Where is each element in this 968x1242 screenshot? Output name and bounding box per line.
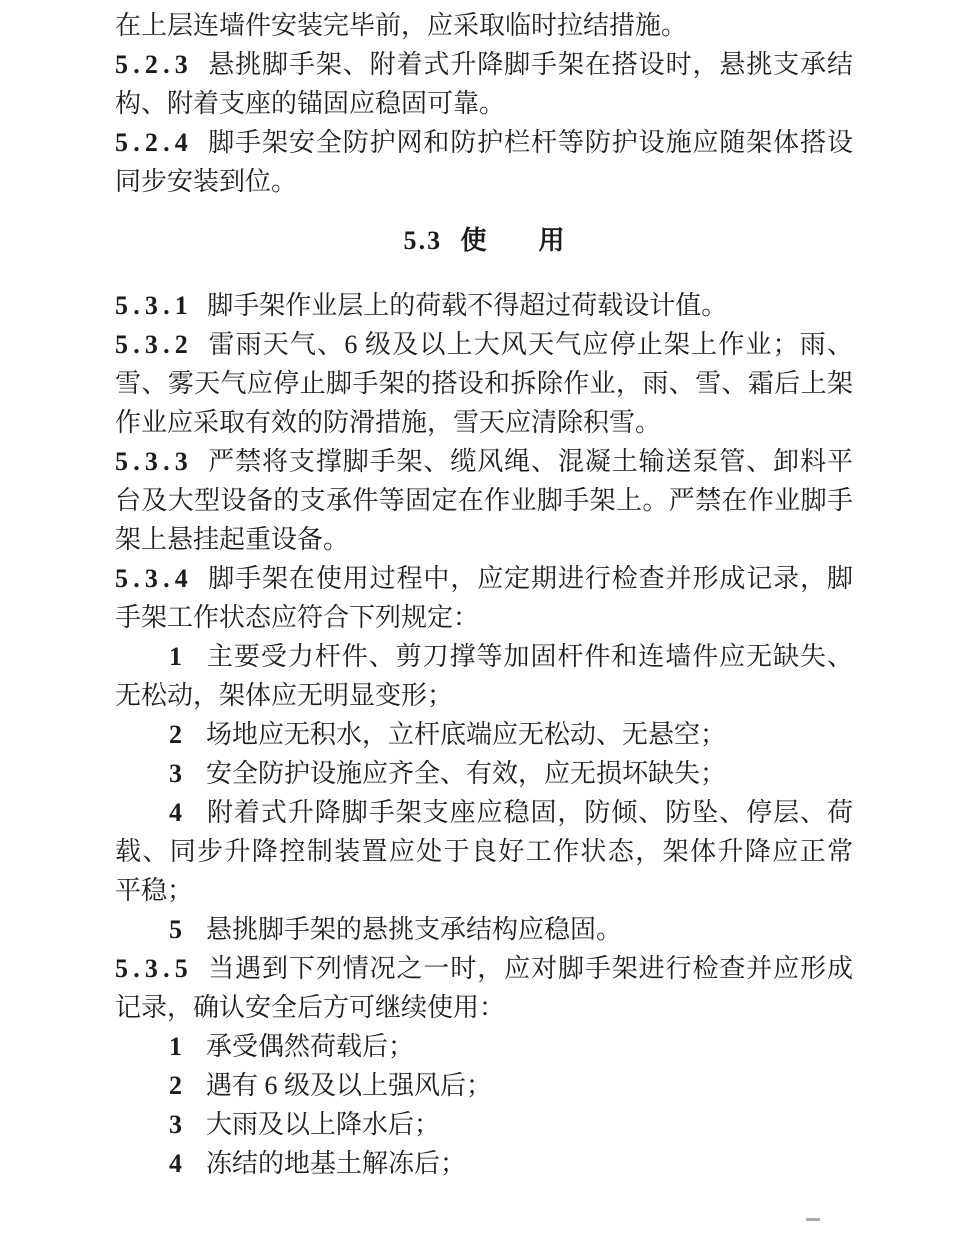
list-item-line: [115, 637, 853, 676]
section-heading-number: 5.3: [403, 226, 443, 255]
line-text: 场地应无积水，立杆底端应无松动、无悬空；: [206, 720, 727, 749]
list-item-line: [115, 1066, 853, 1105]
line-text: 无松动，架体应无明显变形；: [115, 681, 454, 710]
text-line: [115, 988, 853, 1027]
clause-line: [115, 949, 853, 988]
clause-number: 5.3.5: [115, 954, 193, 983]
text-line: [115, 871, 853, 910]
text-line: [115, 162, 853, 201]
text-line: [115, 676, 853, 715]
line-text: 遇有 6 级及以上强风后；: [206, 1071, 493, 1100]
line-text: 附着式升降脚手架支座应稳固，防倾、防坠、停层、荷: [206, 798, 853, 827]
item-number: 5: [169, 915, 182, 944]
clause-line: [115, 286, 853, 325]
section-heading-title: 使 用: [460, 226, 565, 255]
clause-line: [115, 45, 853, 84]
line-text: 载、同步升降控制装置应处于良好工作状态，架体升降应正常: [115, 837, 853, 866]
clause-line: [115, 123, 853, 162]
item-number: 4: [169, 798, 182, 827]
section-5-2-lines: [115, 6, 853, 201]
text-line: [115, 6, 853, 45]
list-item-line: [115, 715, 853, 754]
line-text: 雷雨天气、6 级及以上大风天气应停止架上作业；雨、: [207, 330, 853, 359]
list-item-line: [115, 1144, 853, 1183]
line-text: 安全防护设施应齐全、有效，应无损坏缺失；: [206, 759, 727, 788]
clause-number: 5.2.4: [115, 128, 193, 157]
section-heading: [115, 221, 853, 260]
line-text: 手架工作状态应符合下列规定：: [115, 603, 480, 632]
line-text: 雪、雾天气应停止脚手架的搭设和拆除作业，雨、雪、霜后上架: [115, 369, 853, 398]
scan-artifact-mark: [806, 1218, 820, 1221]
line-text: 平稳；: [115, 876, 194, 905]
line-text: 严禁将支撑脚手架、缆风绳、混凝土输送泵管、卸料平: [207, 447, 853, 476]
line-text: 脚手架作业层上的荷载不得超过荷载设计值。: [207, 291, 728, 320]
list-item-line: [115, 1105, 853, 1144]
line-text: 当遇到下列情况之一时，应对脚手架进行检查并应形成: [207, 954, 853, 983]
item-number: 3: [169, 759, 182, 788]
item-number: 2: [169, 720, 182, 749]
line-text: 主要受力杆件、剪刀撑等加固杆件和连墙件应无缺失、: [206, 642, 853, 671]
list-item-line: [115, 910, 853, 949]
text-line: [115, 520, 853, 559]
document-body: [115, 6, 853, 1183]
line-text: 同步安装到位。: [115, 167, 298, 196]
line-text: 大雨及以上降水后；: [206, 1110, 441, 1139]
item-number: 3: [169, 1110, 182, 1139]
section-5-3-lines: [115, 286, 853, 1183]
text-line: [115, 403, 853, 442]
line-text: 作业应采取有效的防滑措施，雪天应清除积雪。: [115, 408, 662, 437]
text-line: [115, 832, 853, 871]
line-text: 构、附着支座的锚固应稳固可靠。: [115, 89, 506, 118]
text-line: [115, 481, 853, 520]
clause-number: 5.3.2: [115, 330, 193, 359]
item-number: 1: [169, 1032, 182, 1061]
clause-number: 5.2.3: [115, 50, 193, 79]
line-text: 记录，确认安全后方可继续使用：: [115, 993, 506, 1022]
clause-number: 5.3.4: [115, 564, 193, 593]
clause-line: [115, 442, 853, 481]
text-line: [115, 364, 853, 403]
line-text: 台及大型设备的支承件等固定在作业脚手架上。严禁在作业脚手: [115, 486, 853, 515]
line-text: 悬挑脚手架、附着式升降脚手架在搭设时，悬挑支承结: [207, 50, 853, 79]
list-item-line: [115, 754, 853, 793]
clause-line: [115, 559, 853, 598]
text-line: [115, 84, 853, 123]
line-text: 承受偶然荷载后；: [206, 1032, 415, 1061]
line-text: 在上层连墙件安装完毕前，应采取临时拉结措施。: [115, 11, 688, 40]
list-item-line: [115, 1027, 853, 1066]
clause-number: 5.3.1: [115, 291, 193, 320]
line-text: 脚手架在使用过程中，应定期进行检查并形成记录，脚: [207, 564, 853, 593]
item-number: 2: [169, 1071, 182, 1100]
line-text: 脚手架安全防护网和防护栏杆等防护设施应随架体搭设: [207, 128, 853, 157]
item-number: 1: [169, 642, 182, 671]
list-item-line: [115, 793, 853, 832]
clause-number: 5.3.3: [115, 447, 193, 476]
line-text: 悬挑脚手架的悬挑支承结构应稳固。: [206, 915, 623, 944]
text-line: [115, 598, 853, 637]
line-text: 架上悬挂起重设备。: [115, 525, 350, 554]
item-number: 4: [169, 1149, 182, 1178]
clause-line: [115, 325, 853, 364]
line-text: 冻结的地基土解冻后；: [206, 1149, 467, 1178]
